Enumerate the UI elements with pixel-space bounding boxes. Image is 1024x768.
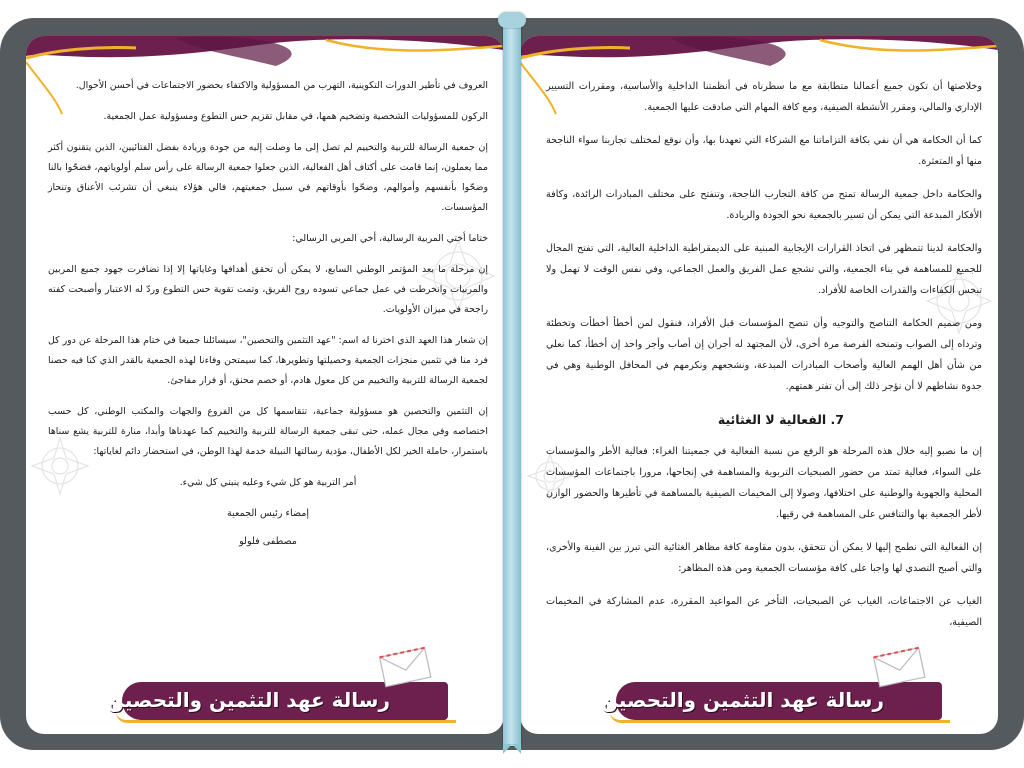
binder-ring-icon — [498, 12, 526, 28]
paragraph: إن شعار هذا العهد الذي اخترنا له اسم: "عهد التثمين والتحصين"، سيسائلنا جميعا في ختام هذا المرحلة عن دور كل فرد منا في تثمين منجزات الجمعية وحصيلتها وتطويرها، كما سيمتحن وفاءنا لهذه الجمعية بالقدر الذي كنا فيه حصنا لجمعية الرسالة للتربية والتخييم من كل معول هادم، أو خصم محنق، أو فرار مفاجئ. — [48, 335, 488, 386]
bookmark-ribbon-tail — [503, 744, 521, 754]
paragraph: إن جمعية الرسالة للتربية والتخييم لم تصل إلى ما وصلت إليه من جودة وريادة بفضل الفتائيين، الذين يتقنون أكثر مما يعملون، إنما قامت على أكتاف أهل الفعالية، الذين جعلوا جمعية الرسالة على رأس سلم أولوياتهم، فضحّوا بالنا وضحّوا بأنفسهم وأموالهم، وضحّوا بأوقاتهم في سبيل جمعيتهم، فالي هؤلاء ينبغي أن تشرئب الأعناق وتنحاز المؤسسات. — [48, 142, 488, 213]
paragraph: إن الفعالية التي نطمح إليها لا يمكن أن تتحقق، بدون مقاومة كافة مظاهر الغثائية التي تبرز بين الفينة والأخرى، والتي أصبح التصدي لها واجبا على كافة مؤسسات الجمعية ومن هذه المظاهر: — [546, 542, 982, 574]
envelope-icon — [378, 644, 434, 688]
envelope-icon — [872, 644, 928, 688]
paragraph: والحكامة لدينا تتمظهر في اتخاذ القرارات الإيجابية المبنية على الديمقراطية الداخلية العالية، التي تفتح المجال للجميع للمساهمة في بناء الجمعية، والتي تشجع عمل الفريق والعمل الجماعي، وفي نفس الوقت لا تهمل ولا تبخس الكفاءات والقدرات الخاصة للأفراد. — [546, 243, 982, 296]
right-page-text — [546, 76, 982, 645]
paragraph: إن ما نصبو إليه خلال هذه المرحلة هو الرفع من نسبة الفعالية في جمعيتنا الغراء: فعالية الأطر والمؤسسات على السواء، فعالية تمتد من حضور الصبحيات التربوية والمساهمة في إنجاحها، مرورا باجتماعات المؤسسات المحلية والجهوية والوطنية على اختلافها، وصولا إلى المخيمات الصيفية بالمساهمة في تأطيرها والحضور الوازن لأطر الجمعية بها والتنافس على المساهمة في رقيها. — [546, 446, 982, 520]
paragraph: الركون للمسؤوليات الشخصية وتضخيم همها، في مقابل تقزيم حس التطوع ومسؤولية عمل الجمعية. — [103, 111, 488, 122]
left-page — [26, 36, 504, 734]
footer-title: رسالة عهد التثمين والتحصين — [600, 688, 884, 712]
section-heading: 7. الفعالية لا الغثائية — [717, 412, 844, 427]
right-page — [520, 36, 998, 734]
paragraph: ختاما أختي المربية الرسالية، أخي المربي الرسالي: — [292, 233, 488, 244]
paragraph: والحكامة داخل جمعية الرسالة تمتح من كافة التجارب الناجحة، وتنفتح على مختلف المبادرات الرائدة، وكافة الأفكار المبدعة التي يمكن أن تسير بالجمعية نحو الجودة والريادة. — [546, 189, 982, 221]
left-page-text — [48, 76, 488, 560]
signature-name: مصطفى فلولو — [239, 536, 297, 547]
footer-title: رسالة عهد التثمين والتحصين — [106, 688, 390, 712]
paragraph: إن التثمين والتحصين هو مسؤولية جماعية، تتقاسمها كل من الفروع والجهات والمكتب الوطني، كل حسب اختصاصه وفي مجال عمله، حتى تبقى جمعية الرسالة للتربية والتخييم كما عهدناها وأبدا، منارة للتربية يشع سناها باستمرار، حاملة الخير لكل الأطفال، مؤدية رسالتها النبيلة خدمة لهذا الوطن، في استحضار دائم لغاياتها: — [48, 406, 488, 457]
paragraph: ومن صميم الحكامة التناصح والتوجيه وأن تنصح المؤسسات قبل الأفراد، فنقول لمن أخطأ أخطأت وتخطئة وترداه إلى الصواب وتمنحه الفرصة مرة أخرى، لأن المجتهد له أجران إن أصاب وأجر واحد إن أخطأ، كما نعلي من شأن أهل الهمم العالية وأصحاب المبادرات المبدعة، ونشجعهم ونكرمهم في المحافل الوطنية وهي في جدوة نشاطهم لا أن نؤجر ذلك إلى أن تفتر همتهم. — [546, 318, 982, 392]
bookmark-ribbon — [503, 16, 521, 746]
paragraph: كما أن الحكامة هي أن نفي بكافة التزاماتنا مع الشركاء التي تعهدنا بها، وأن نوقع لمختلف تجاربنا سواء الناجحة منها أو المتعثرة. — [546, 135, 982, 167]
paragraph: وخلاصتها أن تكون جميع أعمالنا متطابقة مع ما سطرناه في أنظمتنا الداخلية والأساسية، ومقررات التسيير الإداري والمالي، ومقرر الأنشطة الصيفية، ومع كافة المهام التي صادقت عليها الجمعية. — [546, 81, 982, 113]
paragraph: إن مرحلة ما بعد المؤتمر الوطني السابع، لا يمكن أن تحقق أهدافها وغاياتها إلا إذا تضافرت جهود جميع المربين والمربيات وانخرطت في عمل جماعي تسوده روح الفريق، وتمت تقوية حس التطوع وردّ له الاعتبار وأصبحت كفته راجحة في ميزان الأولويات. — [48, 264, 488, 315]
closing-line: أمر التربية هو كل شيء وعليه ينبني كل شيء. — [179, 477, 357, 488]
paragraph: الغياب عن الاجتماعات، الغياب عن الصبحيات، التأخر عن المواعيد المقررة، عدم المشاركة في المخيمات الصيفية، — [546, 596, 982, 628]
signature-label: إمضاء رئيس الجمعية — [226, 508, 310, 519]
paragraph: العروف في تأطير الدورات التكوينية، التهرب من المسؤولية والاكتفاء بحضور الاجتماعات في أحسن الأحوال. — [75, 80, 488, 91]
